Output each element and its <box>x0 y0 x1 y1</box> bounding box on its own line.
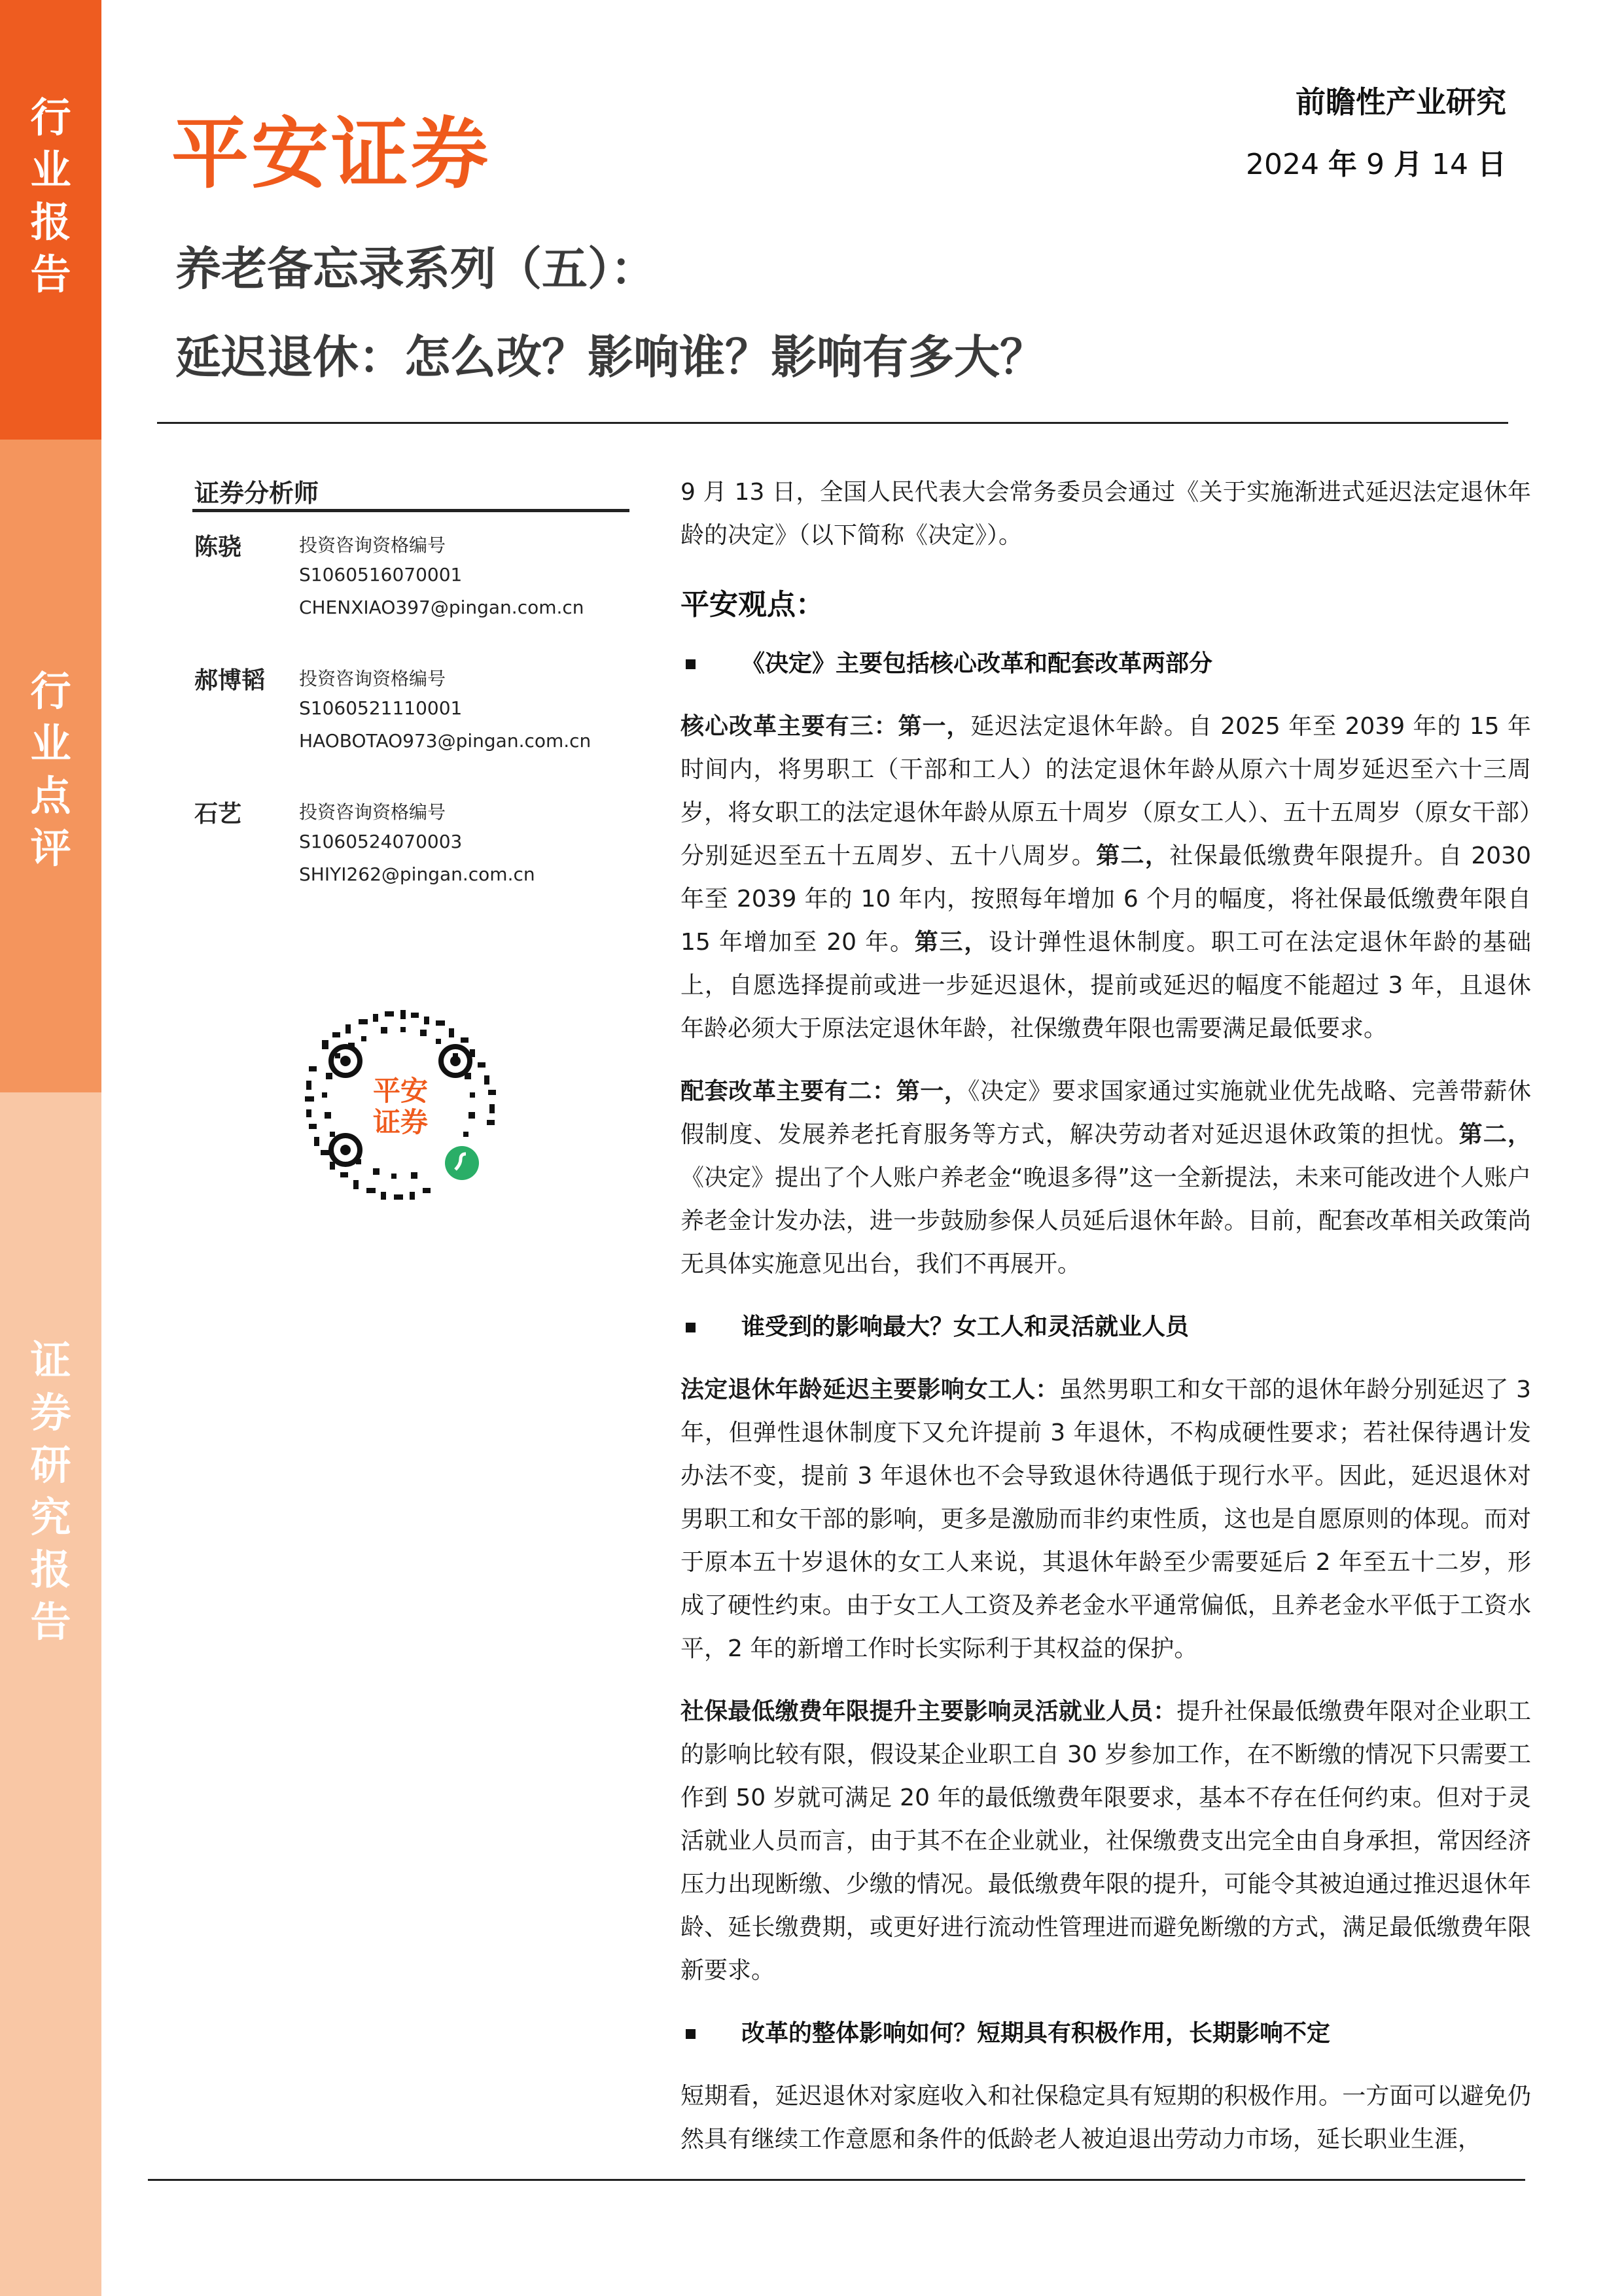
sidebar-char: 行 <box>30 94 71 141</box>
short-term-paragraph: 短期看，延迟退休对家庭收入和社保稳定具有短期的积极作用。一方面可以避免仍然具有继续工作意愿和条件的低龄老人被迫退出劳动力市场，延长职业生涯， <box>680 2083 1531 2153</box>
date-year-unit: 年 <box>1328 148 1357 181</box>
analyst-email[interactable]: SHIYI262@pingan.com.cn <box>299 863 535 885</box>
sidebar-section-securities-research <box>0 1092 101 2296</box>
bullet-heading-text: 改革的整体影响如何？短期具有积极作用，长期影响不定 <box>741 2020 1331 2047</box>
bullet-heading-text: 《决定》主要包括核心改革和配套改革两部分 <box>741 650 1213 677</box>
bullet-square-icon <box>686 1323 696 1332</box>
date-month: 9 <box>1366 148 1385 181</box>
sidebar-char: 券 <box>30 1389 71 1436</box>
female-workers-paragraph <box>680 1368 1531 1671</box>
sidebar-char: 研 <box>30 1441 71 1489</box>
female-workers-lead: 法定退休年龄延迟主要影响女工人： <box>680 1376 1059 1403</box>
view-title: 平安观点： <box>680 588 824 621</box>
sidebar-char: 告 <box>30 251 71 298</box>
qr-logo-text-bottom: 证券 <box>372 1106 429 1138</box>
sidebar-char: 评 <box>30 824 71 872</box>
qr-code-icon[interactable] <box>296 1001 505 1210</box>
bullet-heading-text: 谁受到的影响最大？女工人和灵活就业人员 <box>741 1313 1190 1340</box>
analyst-qualification: 投资咨询资格编号 <box>299 534 446 556</box>
analyst-divider <box>192 509 629 512</box>
title-divider <box>157 422 1508 424</box>
analyst-email[interactable]: CHENXIAO397@pingan.com.cn <box>299 597 584 618</box>
document-type: 前瞻性产业研究 <box>1296 84 1506 120</box>
date-day: 14 <box>1432 148 1468 181</box>
core-reform-text-1: 延迟法定退休年龄。自 2025 年至 2039 年的 15 年时间内，将男职工（干部和工人）的法定退休年龄从原六十周岁延迟至六十三周岁，将女职工的法定退休年龄从原五十周岁（原女工人）、五十五周岁（原女干部）分别延迟至五十五周岁、五十八周岁。 <box>680 713 1531 869</box>
analyst-email[interactable]: HAOBOTAO973@pingan.com.cn <box>299 730 591 752</box>
report-date <box>1246 141 1506 183</box>
analyst-id: S1060516070001 <box>299 564 463 585</box>
analyst-name: 陈骁 <box>194 534 242 561</box>
sidebar-section-industry-comment <box>0 440 101 1092</box>
sidebar-char: 业 <box>30 720 71 767</box>
core-reform-paragraph <box>680 705 1531 1051</box>
supporting-reform-lead-2: 第二， <box>1458 1121 1531 1148</box>
sidebar-section-industry-report <box>0 0 101 440</box>
supporting-reform-text-1: 《决定》要求国家通过实施就业优先战略、完善带薪休假制度、发展养老托育服务等方式，解决劳动者对延迟退休政策的担忧。 <box>680 1078 1531 1148</box>
analyst-name: 郝博韬 <box>194 667 266 694</box>
core-reform-lead-2: 第二， <box>1096 843 1170 869</box>
qr-logo-text-top: 平安 <box>372 1075 429 1107</box>
analyst-qualification: 投资咨询资格编号 <box>299 801 446 823</box>
company-logo: 平安证券 <box>171 109 491 199</box>
analyst-id: S1060521110001 <box>299 697 463 719</box>
sidebar-char: 究 <box>30 1493 71 1541</box>
bullet-heading-1 <box>680 642 1531 686</box>
flexible-workers-text: 提升社保最低缴费年限对企业职工的影响比较有限，假设某企业职工自 30 岁参加工作，在不断缴的情况下只需要工作到 50 岁就可满足 20 年的最低缴费年限要求，基本不存在任何约束。但对于灵活就业人员而言，由于其不在企业就业，社保缴费支出完全由自身承担，常因经济压力出现断缴、少缴的情况。最低缴费年限的提升，可能令其被迫通过推迟退休年龄、延长缴费期，或更好进行流动性管理进而避免断缴的方式，满足最低缴费年限新要求。 <box>680 1698 1531 1984</box>
footer-divider <box>148 2179 1525 2181</box>
female-workers-text: 虽然男职工和女干部的退休年龄分别延迟了 3 年，但弹性退休制度下又允许提前 3 年退休，不构成硬性要求；若社保待遇计发办法不变，提前 3 年退休也不会导致退休待遇低于现行水平。因此，延迟退休对男职工和女干部的影响，更多是激励而非约束性质，这也是自愿原则的体现。而对于原本五十岁退休的女工人来说，其退休年龄至少需要延后 2 年至五十二岁，形成了硬性约束。由于女工人工资及养老金水平通常偏低，且养老金水平低于工资水平，2 年的新增工作时长实际利于其权益的保护。 <box>680 1376 1531 1662</box>
supporting-reform-lead: 配套改革主要有二：第一， <box>680 1078 968 1105</box>
bullet-heading-3 <box>680 2012 1531 2055</box>
intro-paragraph: 9 月 13 日，全国人民代表大会常务委员会通过《关于实施渐进式延迟法定退休年龄的决定》（以下简称《决定》）。 <box>680 479 1531 549</box>
analyst-qualification: 投资咨询资格编号 <box>299 668 446 689</box>
sidebar-char: 告 <box>30 1598 71 1646</box>
side-bar <box>0 0 101 2296</box>
sidebar-char: 报 <box>30 1546 71 1593</box>
core-reform-lead: 核心改革主要有三：第一， <box>680 713 971 740</box>
report-main-title: 延迟退休：怎么改？影响谁？影响有多大？ <box>175 330 1046 384</box>
supporting-reform-text-2: 《决定》提出了个人账户养老金“晚退多得”这一全新提法，未来可能改进个人账户养老金计发办法，进一步鼓励参保人员延后退休年龄。目前，配套改革相关政策尚无具体实施意见出台，我们不再展开。 <box>680 1164 1531 1278</box>
core-reform-text-3: 设计弹性退休制度。职工可在法定退休年龄的基础上，自愿选择提前或进一步延迟退休，提前或延迟的幅度不能超过 3 年，且退休年龄必须大于原法定退休年龄，社保缴费年限也需要满足最低要求。 <box>680 929 1531 1042</box>
flexible-workers-lead: 社保最低缴费年限提升主要影响灵活就业人员： <box>680 1698 1177 1725</box>
analyst-id: S1060524070003 <box>299 831 463 852</box>
core-reform-text-2: 社保最低缴费年限提升。自 2030 年至 2039 年的 10 年内，按照每年增加 6 个月的幅度，将社保最低缴费年限自 15 年增加至 20 年。 <box>680 843 1531 956</box>
date-year: 2024 <box>1246 148 1319 181</box>
bullet-heading-2 <box>680 1306 1531 1349</box>
main-content <box>680 471 1531 2161</box>
sidebar-char: 业 <box>30 146 71 194</box>
sidebar-char: 证 <box>30 1336 71 1384</box>
bullet-square-icon <box>686 659 696 669</box>
flexible-workers-paragraph <box>680 1690 1531 1992</box>
analyst-heading: 证券分析师 <box>194 479 319 508</box>
core-reform-lead-3: 第三， <box>914 929 989 956</box>
bullet-square-icon <box>686 2029 696 2039</box>
date-day-unit: 日 <box>1477 148 1506 181</box>
sidebar-char: 报 <box>30 198 71 246</box>
report-series-title: 养老备忘录系列（五）： <box>175 242 656 296</box>
analyst-name: 石艺 <box>194 801 242 827</box>
sidebar-char: 点 <box>30 772 71 820</box>
sidebar-char: 行 <box>30 667 71 715</box>
date-month-unit: 月 <box>1394 148 1422 181</box>
supporting-reform-paragraph <box>680 1070 1531 1286</box>
